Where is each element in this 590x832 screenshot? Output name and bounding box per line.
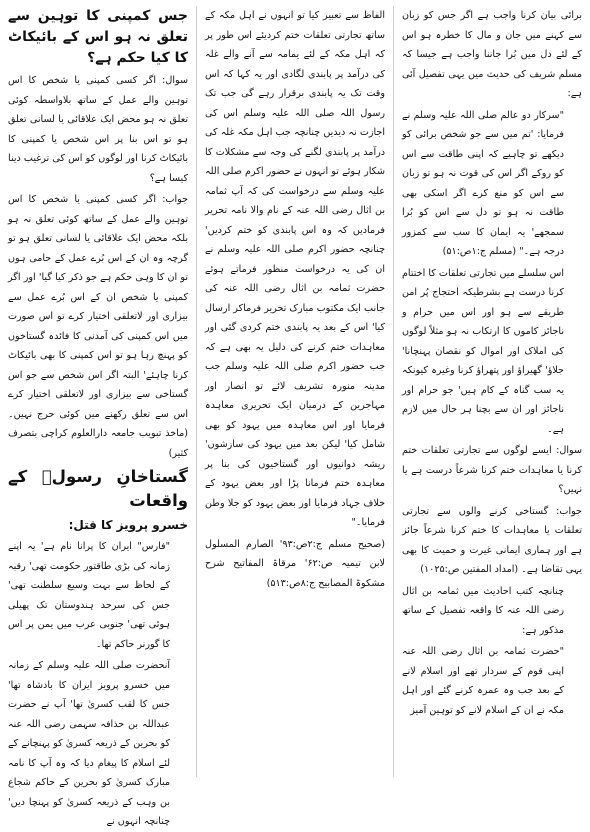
column-left	[8, 6, 189, 827]
paragraph: الفاظ سے تعبیر کیا تو انہوں نے اہل مکہ کے ساتھ تجارتی تعلقات ختم کردیئے اس طور پر کہ اہل مکہ کے لئے یمامہ سے آنے والے غلہ کی درآمد پر پابندی لگادی اور یہ کہا کہ اس وقت تک یہ پابندی برقرار رہے گی جب تک رسول اللہ صلی اللہ علیہ وسلم اس کی اجازت نہ دیدیں چنانچہ جب اہل مکہ غلہ کی درآمد پر پابندی لگنے کی وجہ سے مشکلات کا شکار ہوئے تو انہوں نے حضور اکرم صلی اللہ علیہ وسلم سے درخواست کی کہ آپ ثمامہ بن اثال رضی اللہ عنہ کے نام والا نامہ تحریر فرمادیں کہ وہ اس پابندی کو ختم کردیں' چنانچہ حضور اکرم صلی اللہ علیہ وسلم نے ان کی یہ درخواست منظور فرماتے ہوئے حضرت ثمامہ بن اثال رضی اللہ عنہ کی جانب ایک مکتوب مبارک تحریر فرماکر ارسال کیا' اس کے بعد یہ پابندی ختم کردی گئی اور معاہدات ختم کرنے کی دلیل یہ بھی ہے کہ جب حضور اکرم صلی اللہ علیہ وسلم جب مدینہ منورہ تشریف لائے تو انصار اور مہاجرین کے درمیان ایک تحریری معاہدہ فرمایا اور اس معاہدہ میں یہود کو بھی شامل کیا' لیکن بعد میں یہود کی سازشوں' ریشہ دوانیوں اور گستاخیوں کی بنا پر معاہدہ ختم فرمانا پڑا اور بعض یہود کے خلاف جہاد فرمایا اور بعض یہود کو جلا وطن فرمایا۔"	[205, 10, 386, 528]
section-title: گستاخانِ رسولؐ کے واقعات	[8, 467, 189, 510]
column-divider	[393, 6, 394, 777]
answer: جواب: اگر کسی کمپنی یا شخص کا اس توہین والے عمل کے ساتھ کوئی تعلق نہ ہو بلکہ محض ایک علاقائی یا لسانی تعلق ہو تو گرچہ وہ ان کے اس بُرے عمل کے حامی ہوں تو ان کا وہی حکم ہے جو ذکر کیا گیا' اور اگر کمپنی یا شخص ان کے اس بُرے عمل سے بیزاری اور لاتعلقی اختیار کرے تو اس صورت میں اس کمپنی کی آمدنی کا فائدہ گستاخوں کو پہنچ رہا ہو تو اس کمپنی کا بھی بائیکاٹ کرنا چاہئے' البتہ اگر اس شخص سے جو اس گستاخی سے بیزاری اور لاتعلقی اختیار کرے اس سے تعلق رکھنے میں کوئی حرج نہیں۔ (ماخذ تبویب جامعہ دارالعلوم کراچی بتصرف کثیر)	[8, 194, 189, 459]
column-middle	[205, 6, 385, 777]
question: سوال: ایسے لوگوں سے تجارتی تعلقات ختم کرنا یا معاہدات ختم کرنا شرعاً درست ہے یا نہیں؟	[401, 445, 582, 495]
citation: (صحیح مسلم ج:۲ص:۹۳' الصارم المسلول لابن تیمیہ ص:۶۲' مرقاۃ المفاتیح شرح مشکوۃ المصابیح ج:۸ص:۵۱۳)	[205, 538, 386, 589]
paragraph: "فارس" ایران کا پرانا نام ہے' یہ اپنے زمانہ کی بڑی طاقتور حکومت تھی' رقبہ کے لحاظ سے بہت وسیع سلطنت تھی' جس کی سرحد ہندوستان تک پھیلی ہوئی تھی' جنوبی عرب میں یمن پر اس کا گورنر حاکم تھا۔	[8, 541, 171, 650]
question: سوال: اگر کسی کمپنی یا شخص کا اس توہین والے عمل کے ساتھ بلاواسطہ کوئی تعلق نہ ہو محض ایک علاقائی یا لسانی تعلق ہو تو اس بنا پر اس شخص یا کمپنی کا بائیکاٹ کرنا اور لوگوں کو اس کی ترغیب دینا کیسا ہے؟	[8, 75, 189, 184]
paragraph: چنانچہ کتب احادیث میں ثمامہ بن اثال رضی اللہ عنہ کا واقعہ تفصیل کے ساتھ مذکور ہے:	[401, 585, 564, 636]
answer: جواب: گستاخی کرنے والوں سے تجارتی تعلقات یا معاہدات کا ختم کرنا شرعاً جائز ہے اور ہماری ایمانی غیرت و حمیت کا بھی یہی تقاضا ہے۔ (امداد المفتین ص:۱۰۲۵)	[401, 505, 582, 575]
paragraph: آنحضرت صلی اللہ علیہ وسلم کے زمانہ میں خسرو پرویز ایران کا بادشاہ تھا' جس کا لقب کسریٰ تھا' آپ نے حضرت عبداللہ بن حذافہ سہمی رضی اللہ عنہ کو بحرین کے ذریعہ کسریٰ کو پہنچانے کے لئے اسلام کا پیغام دیا کہ وہ آپ کا نامہ مبارک کسریٰ کو بحرین کے حاکم شجاع بن وہب کے ذریعہ کسریٰ کو پہنچا دیں' چنانچہ انہوں نے	[8, 660, 171, 827]
column-divider	[196, 6, 197, 777]
hadith-quote: "حضرت ثمامہ بن اثال رضی اللہ عنہ اپنی قوم کے سردار تھے اور اسلام لانے کے بعد جب وہ عمرہ کرنے گئے اور اہل مکہ نے ان کے اسلام لانے کو توہین آمیز	[401, 646, 564, 716]
paragraph: برائی بیان کرنا واجب ہے اگر جس کو زبان سے کہنے میں جان و مال کا خطرہ ہو اس کے لئے دل میں بُرا جاننا واجب ہے جیسا کہ مسلم شریف کی حدیث میں یہی تفصیل آئی ہے:	[401, 10, 582, 99]
section-subtitle: خسرو پرویز کا قتل:	[68, 518, 189, 532]
question-heading: جس کمپنی کا توہین سے تعلق نہ ہو اس کے بائیکاٹ کا کیا حکم ہے؟	[8, 8, 189, 66]
column-right	[402, 6, 582, 777]
hadith-quote: "سرکار دو عالم صلی اللہ علیہ وسلم نے فرمایا: 'تم میں سے جو شخص برائی کو دیکھے تو چاہیے کہ اپنی طاقت سے اس کو روکے اگر اس کی قوت نہ ہو تو زبان سے اس کو منع کرے اگر اسکی بھی طاقت نہ ہو تو دل سے اس کو بُرا سمجھے' یہ ایمان کا سب سے کمزور درجہ ہے۔" (مسلم ج:۱ص:۵۱)	[401, 109, 564, 257]
paragraph: اس سلسلے میں تجارتی تعلقات کا اختتام کرنا درست ہے بشرطیکہ احتجاج پُر امن طریقے سے ہو اور اس میں حرام و ناجائز کاموں کا ارتکاب نہ ہو مثلاً لوگوں کی املاک اور اموال کو نقصان پہنچانا' جلاؤ' گھیراؤ اور پتھراؤ کرنا وغیرہ کیونکہ یہ سب گناہ کے کام ہیں' جو حرام اور ناجائز اور ان سے بچنا ہر حال میں لازم ہے۔	[401, 267, 564, 435]
